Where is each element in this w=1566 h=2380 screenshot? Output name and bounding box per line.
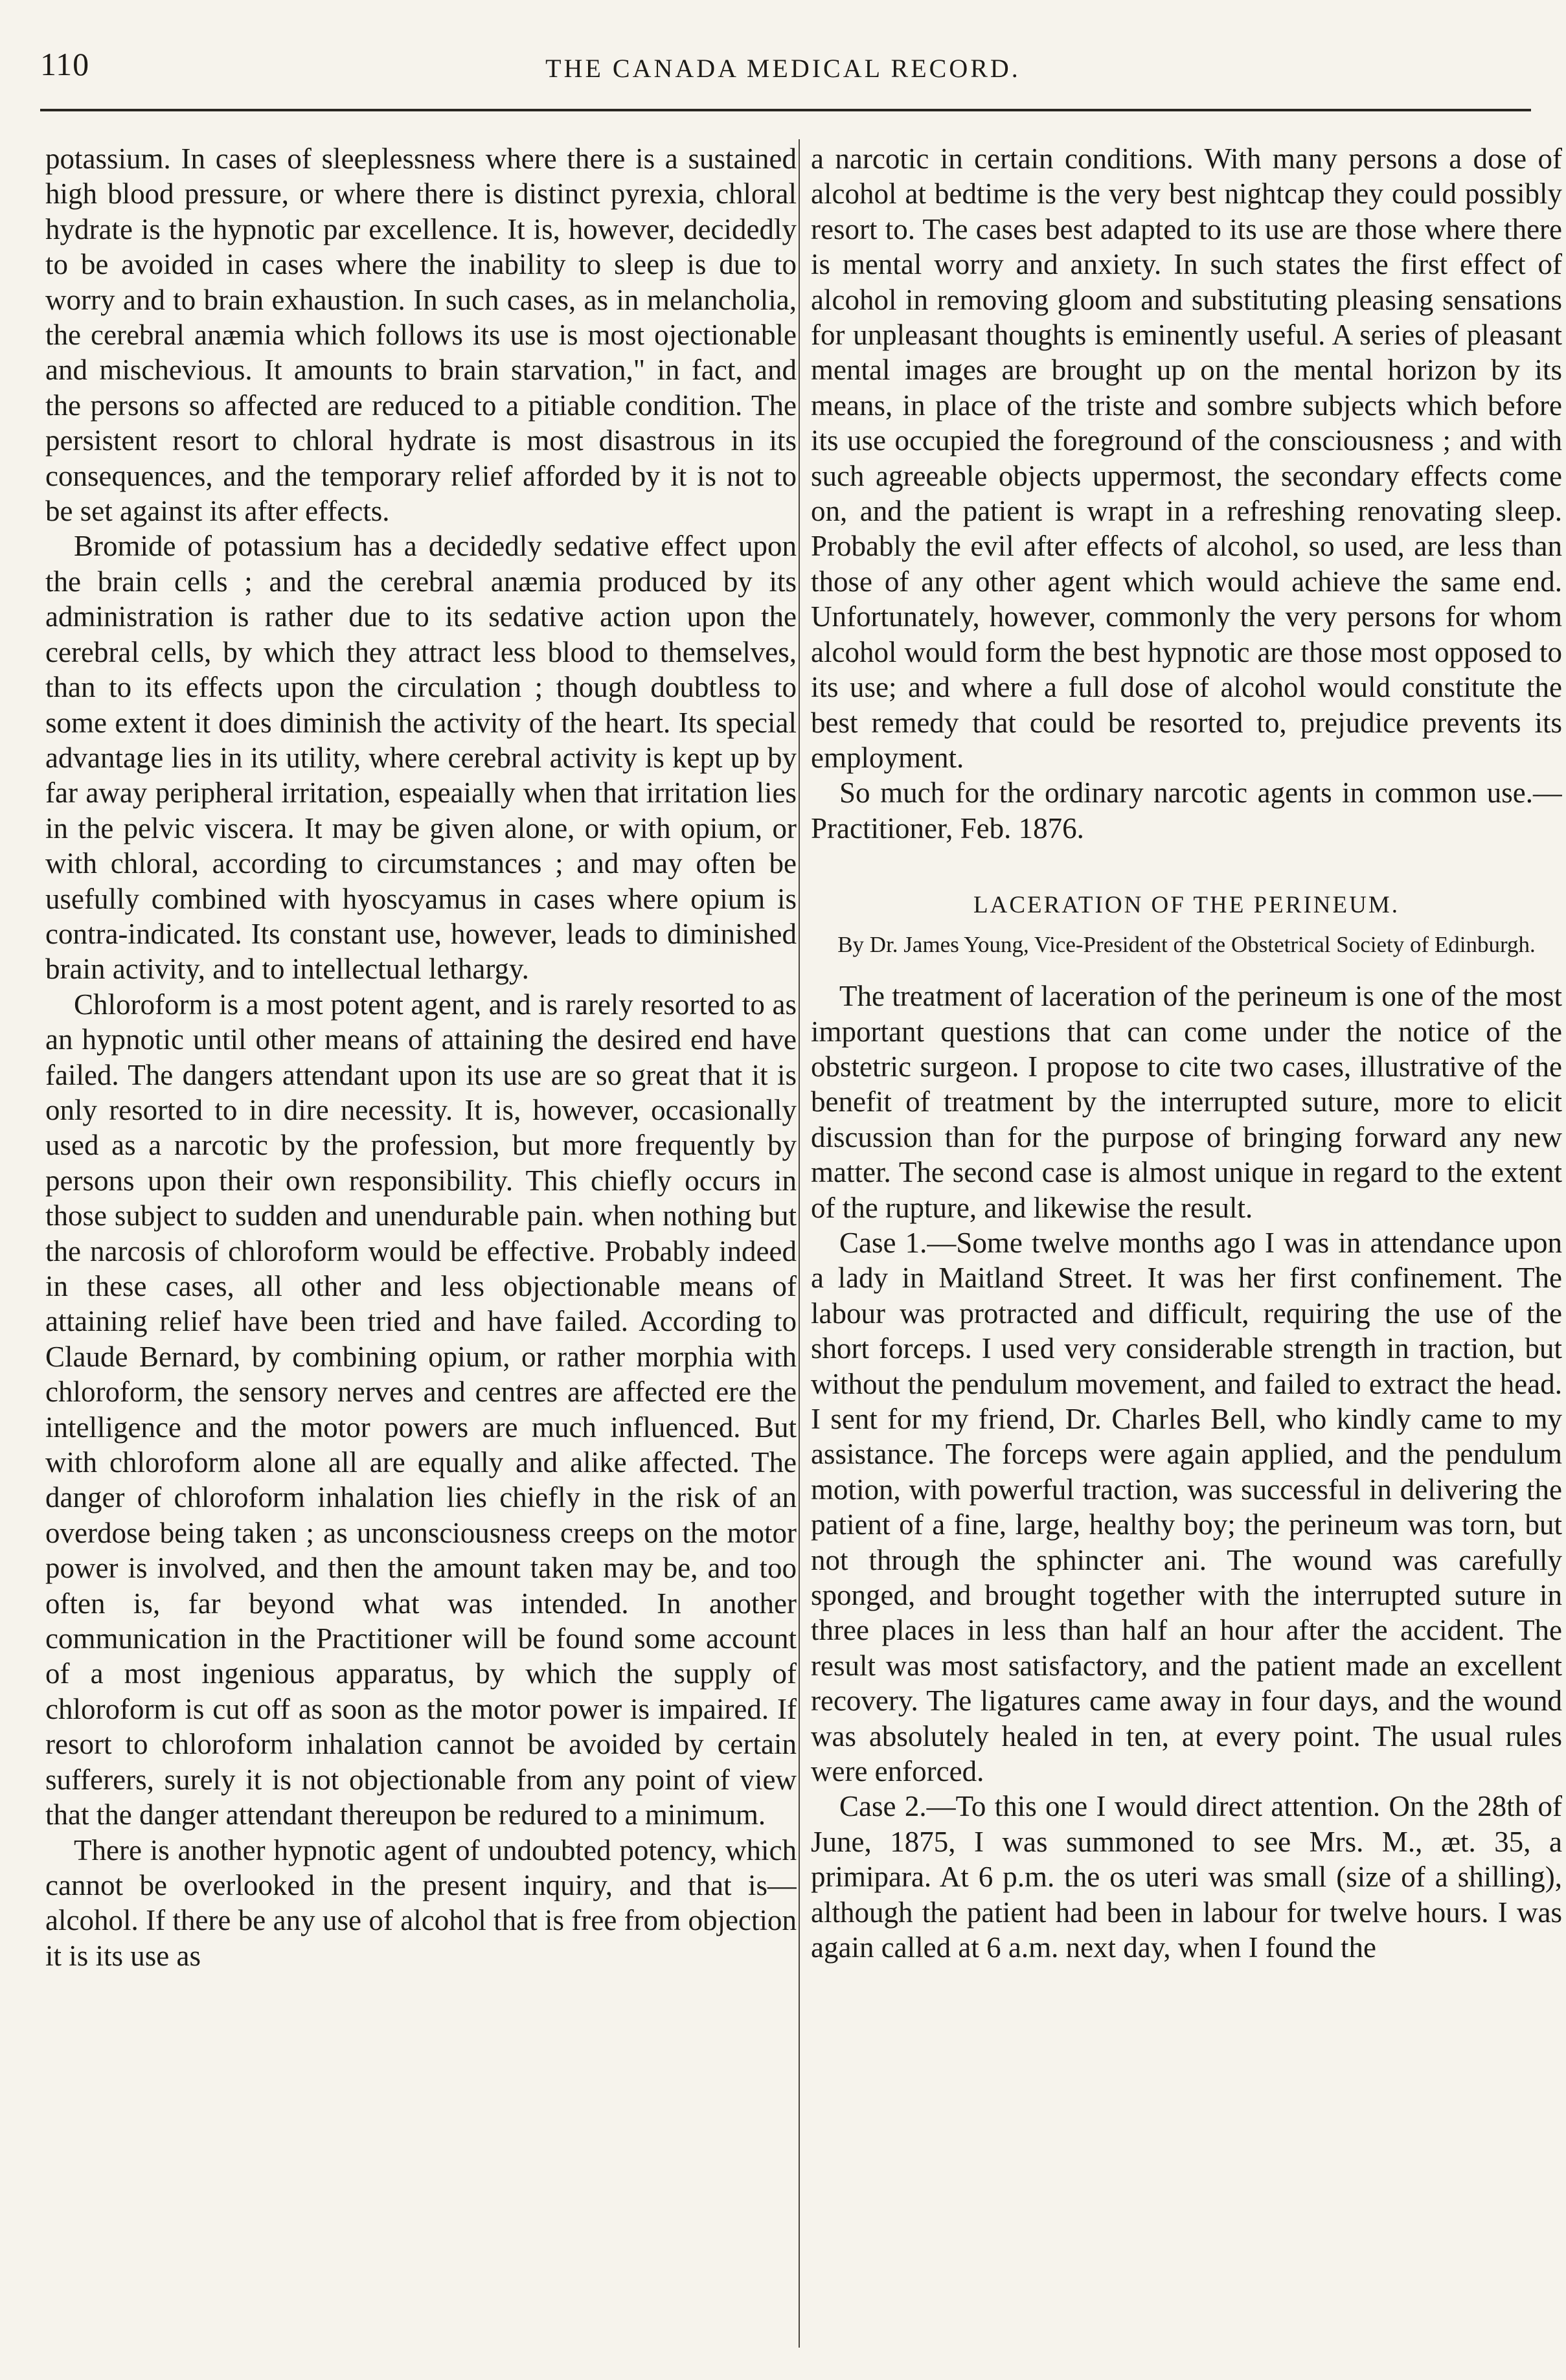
header-rule [40, 109, 1531, 111]
paragraph: Chloroform is a most potent agent, and is rarely resorted to as an hypnotic until other means of attaining the desired end have failed. The dangers attendant upon its use are so great that it is only resorted to in dire necessity. It is, however, occasionally used as a narcotic by the profession, but more frequently by persons upon their own responsibility. This chiefly occurs in those subject to sudden and unendurable pain. when nothing but the narcosis of chloroform would be effective. Probably indeed in these cases, all other and less objectionable means of attaining relief have been tried and have failed. According to Claude Bernard, by combining opium, or rather morphia with chloroform, the sensory nerves and centres are affected ere the intelligence and the motor powers are much influenced. But with chloroform alone all are equally and alike affected. The danger of chloroform inhalation lies chiefly in the risk of an overdose being taken ; as unconsciousness creeps on the motor power is involved, and then the amount taken may be, and too often is, far beyond what was intended. In another communication in the Practitioner will be found some account of a most ingenious apparatus, by which the supply of chloroform is cut off as soon as the motor power is impaired. If resort to chloroform inhalation cannot be avoided by certain sufferers, surely it is not objectionable from any point of view that the danger attendant thereupon be redured to a minimum. [45, 988, 797, 1831]
page-number: 110 [40, 46, 90, 82]
paragraph: Case 1.—Some twelve months ago I was in attendance upon a lady in Maitland Street. It was her first confinement. The labour was protracted and difficult, requiring the use of the short forceps. I used very considerable strength in traction, but without the pendulum movement, and failed to extract the head. I sent for my friend, Dr. Charles Bell, who kindly came to my assistance. The forceps were again applied, and the pendulum motion, with powerful traction, was successful in delivering the patient of a fine, large, healthy boy; the perineum was torn, but not through the sphincter ani. The wound was carefully sponged, and brought together with the interrupted suture in three places in less than half an hour after the accident. The result was most satisfactory, and the patient made an excellent recovery. The ligatures came away in four days, and the wound was absolutely healed in ten, at every point. The usual rules were enforced. [811, 1226, 1562, 1788]
paragraph: So much for the ordinary narcotic agents in common use.—Practitioner, Feb. 1876. [811, 776, 1562, 844]
paragraph: There is another hypnotic agent of undoubted potency, which cannot be overlooked in the present inquiry, and that is—alcohol. If there be any use of alcohol that is free from objection it is its use as [45, 1833, 797, 1972]
paragraph: potassium. In cases of sleeplessness where there is a sustained high blood pressure, or where there is distinct pyrexia, chloral hydrate is the hypnotic par excellence. It is, however, decidedly to be avoided in cases where the inability to sleep is due to worry and to brain exhaustion. In such cases, as in melancholia, the cerebral anæmia which follows its use is most ojectionable and mischevious. It amounts to brain starvation," in fact, and the persons so affected are reduced to a pitiable condition. The persistent resort to chloral hydrate is most disastrous in its consequences, and the temporary relief afforded by it is not to be set against its after effects. [45, 142, 797, 528]
column-divider [799, 139, 800, 2348]
left-column [45, 141, 797, 2356]
paragraph: Bromide of potassium has a decidedly sedative effect upon the brain cells ; and the cerebral anæmia produced by its administration is rather due to its sedative action upon the cerebral cells, by which they attract less blood to themselves, than to its effects upon the circulation ; though doubtless to some extent it does diminish the activity of the heart. Its special advantage lies in its utility, where cerebral activity is kept up by far away peripheral irritation, espeaially when that irritation lies in the pelvic viscera. It may be given alone, or with opium, or with chloral, according to circumstances ; and may often be usefully combined with hyoscyamus in cases where opium is contra-indicated. Its constant use, however, leads to diminished brain activity, and to intellectual lethargy. [45, 530, 797, 986]
right-column [811, 141, 1562, 2356]
paragraph: Case 2.—To this one I would direct attention. On the 28th of June, 1875, I was summoned to see Mrs. M., æt. 35, a primipara. At 6 p.m. the os uteri was small (size of a shilling), although the patient had been in labour for twelve hours. I was again called at 6 a.m. next day, when I found the [811, 1790, 1562, 1964]
running-title: THE CANADA MEDICAL RECORD. [545, 54, 1021, 83]
paragraph: The treatment of laceration of the perineum is one of the most important questions that can come under the notice of the obstetric surgeon. I propose to cite two cases, illustrative of the benefit of treatment by the interrupted suture, more to elicit discussion than for the purpose of bringing forward any new matter. The second case is almost unique in regard to the extent of the rupture, and likewise the result. [811, 980, 1562, 1224]
article-title: LACERATION OF THE PERINEUM. [973, 892, 1400, 919]
paragraph: a narcotic in certain conditions. With many persons a dose of alcohol at bedtime is the very best nightcap they could possibly resort to. The cases best adapted to its use are those where there is mental worry and anxiety. In such states the first effect of alcohol in removing gloom and substituting pleasing sensations for unpleasant thoughts is eminently useful. A series of pleasant mental images are brought up on the mental horizon by its means, in place of the triste and sombre subjects which before its use occupied the foreground of the consciousness ; and with such agreeable objects uppermost, the secondary effects come on, and the patient is wrapt in a refreshing renovating sleep. Probably the evil after effects of alcohol, so used, are less than those of any other agent which would achieve the same end. Unfortunately, however, commonly the very persons for whom alcohol would form the best hypnotic are those most opposed to its use; and where a full dose of alcohol would constitute the best remedy that could be resorted to, prejudice prevents its employment. [811, 142, 1562, 774]
byline: By Dr. James Young, Vice-President of the Obstetrical Society of Edinburgh. [837, 932, 1536, 958]
